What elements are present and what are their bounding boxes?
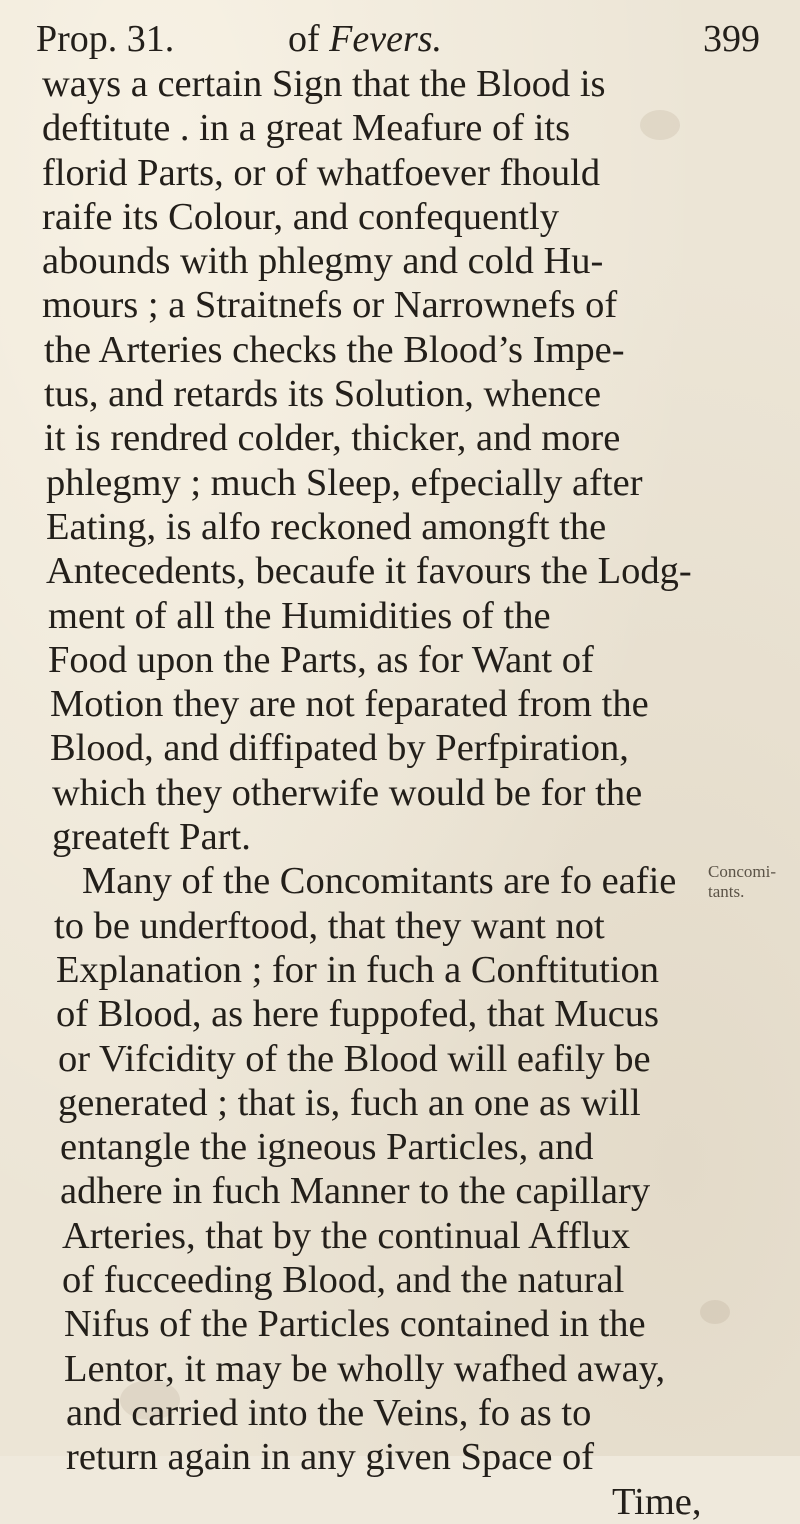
- running-title: of Fevers.: [288, 18, 443, 60]
- text-line: or Vifcidity of the Blood will eafily be: [58, 1037, 651, 1080]
- catchword-line: [32, 1480, 792, 1524]
- running-header: [36, 14, 766, 64]
- text-line: tus, and retards its Solution, whence: [44, 373, 602, 416]
- text-line: Food upon the Parts, as for Want of: [48, 638, 594, 681]
- text-line: of fucceeding Blood, and the natural: [62, 1259, 625, 1302]
- text-line: Lentor, it may be wholly wafhed away,: [64, 1347, 666, 1390]
- text-line: florid Parts, or of whatfoever fhould: [42, 151, 601, 194]
- body-text: [32, 62, 792, 1524]
- text-line: entangle the igneous Particles, and: [60, 1126, 594, 1169]
- catchword: Time,: [612, 1480, 702, 1523]
- text-line: ment of all the Humidities of the: [48, 594, 551, 637]
- text-line: of Blood, as here fuppofed, that Mucus: [56, 993, 660, 1036]
- margin-note: Concomi- tants.: [708, 862, 776, 901]
- text-line: Nifus of the Particles contained in the: [64, 1303, 646, 1346]
- text-line: phlegmy ; much Sleep, efpecially after: [46, 461, 643, 504]
- text-line: to be underftood, that they want not: [54, 904, 605, 947]
- text-line: mours ; a Straitnefs or Narrownefs of: [42, 284, 618, 327]
- text-line: ways a certain Sign that the Blood is: [42, 63, 606, 105]
- text-line: and carried into the Veins, fo as to: [66, 1391, 592, 1434]
- text-line: deftitute . in a great Meafure of its: [42, 107, 571, 150]
- text-line: greateft Part.: [52, 816, 251, 859]
- text-line: adhere in fuch Manner to the capillary: [60, 1170, 651, 1213]
- text-line: Many of the Concomitants are fo eafie: [82, 860, 677, 903]
- page-number: 399: [703, 18, 760, 60]
- text-line: raife its Colour, and confequently: [42, 195, 559, 238]
- text-line: it is rendred colder, thicker, and more: [44, 417, 621, 460]
- text-line: generated ; that is, fuch an one as will: [58, 1081, 641, 1124]
- text-line: the Arteries checks the Blood’s Impe-: [44, 328, 625, 371]
- proposition-number: Prop. 31.: [36, 18, 175, 60]
- text-line: Blood, and diffipated by Perfpiration,: [50, 727, 629, 770]
- text-line: Explanation ; for in fuch a Conftitution: [56, 948, 660, 991]
- text-line: return again in any given Space of: [66, 1436, 595, 1479]
- text-line: abounds with phlegmy and cold Hu-: [42, 240, 604, 283]
- text-line: Antecedents, becaufe it favours the Lodg-: [46, 550, 692, 593]
- text-line: Motion they are not feparated from the: [50, 683, 649, 726]
- text-line: Eating, is alfo reckoned amongft the: [46, 505, 607, 548]
- text-line: which they otherwife would be for the: [52, 771, 643, 814]
- text-line: Arteries, that by the continual Afflux: [62, 1214, 631, 1257]
